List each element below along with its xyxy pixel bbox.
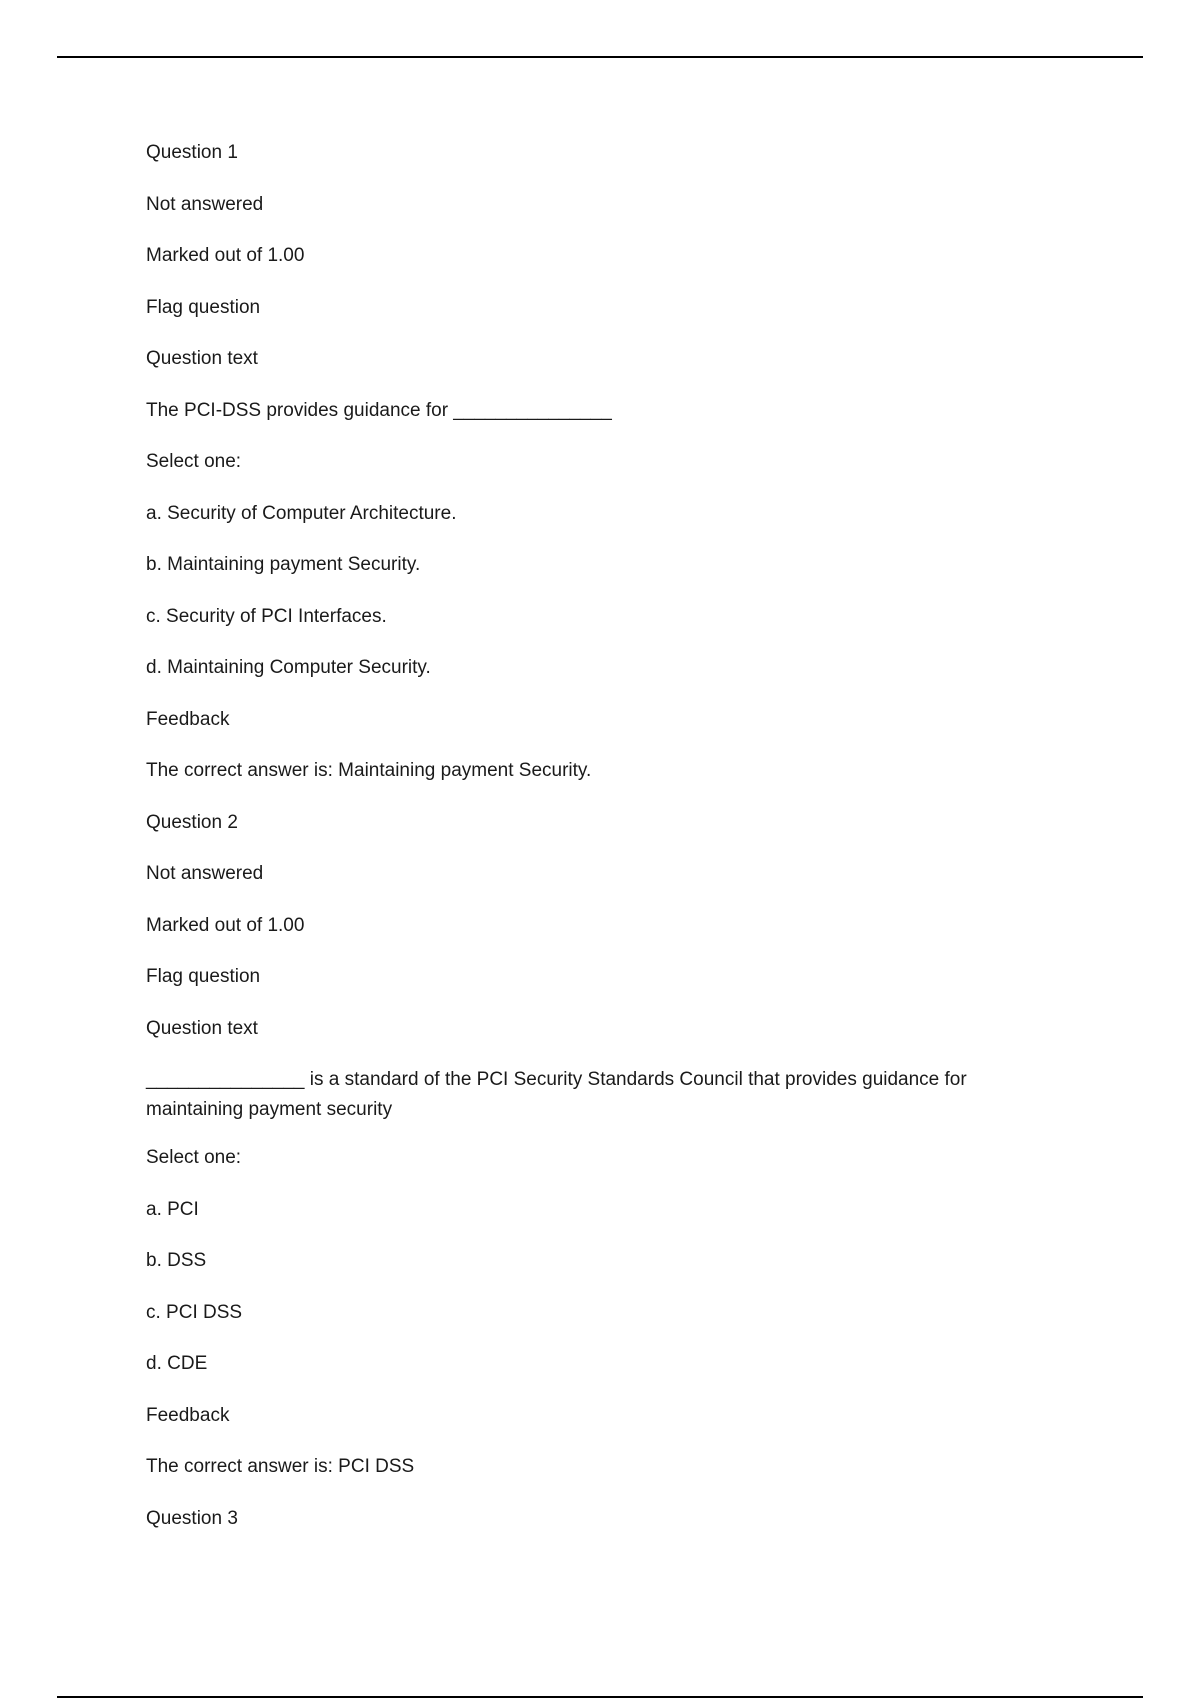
select-one-label: Select one: bbox=[146, 1147, 242, 1168]
answer-option-d[interactable]: d. Maintaining Computer Security. bbox=[146, 657, 431, 678]
question-text-heading: Question text bbox=[146, 1017, 258, 1039]
answer-option-b[interactable]: b. Maintaining payment Security. bbox=[146, 554, 421, 575]
feedback-text: The correct answer is: Maintaining payment Security. bbox=[146, 760, 592, 781]
question-text: _______________ is a standard of the PCI Security Standards Council that provides guidance for maintaining payment security bbox=[146, 1069, 972, 1120]
answer-option-d[interactable]: d. CDE bbox=[146, 1353, 208, 1374]
question-marks: Marked out of 1.00 bbox=[146, 914, 305, 936]
feedback-text: The correct answer is: PCI DSS bbox=[146, 1456, 415, 1477]
answer-option-c[interactable]: c. PCI DSS bbox=[146, 1301, 243, 1323]
question-text: The PCI-DSS provides guidance for _______________ bbox=[146, 399, 612, 421]
question-status: Not answered bbox=[146, 863, 264, 884]
answer-option-c[interactable]: c. Security of PCI Interfaces. bbox=[146, 605, 387, 627]
flag-question-link[interactable]: Flag question bbox=[146, 296, 261, 318]
question-text-heading: Question text bbox=[146, 348, 258, 369]
top-rule bbox=[57, 56, 1143, 58]
question-number: Question 2 bbox=[146, 811, 238, 833]
question-status: Not answered bbox=[146, 193, 264, 215]
bottom-rule bbox=[57, 1696, 1143, 1698]
select-one-label: Select one: bbox=[146, 451, 242, 472]
question-number: Question 3 bbox=[146, 1507, 238, 1529]
question-2 bbox=[146, 812, 1026, 1479]
question-1 bbox=[146, 142, 1026, 782]
answer-option-b[interactable]: b. DSS bbox=[146, 1250, 207, 1271]
question-number: Question 1 bbox=[146, 142, 238, 163]
question-3 bbox=[146, 1508, 1026, 1530]
question-marks: Marked out of 1.00 bbox=[146, 245, 305, 266]
feedback-heading: Feedback bbox=[146, 1404, 230, 1426]
feedback-heading: Feedback bbox=[146, 708, 230, 730]
answer-option-a[interactable]: a. Security of Computer Architecture. bbox=[146, 502, 457, 524]
flag-question-link[interactable]: Flag question bbox=[146, 966, 261, 987]
answer-option-a[interactable]: a. PCI bbox=[146, 1198, 199, 1220]
quiz-review-content bbox=[146, 142, 1026, 1559]
